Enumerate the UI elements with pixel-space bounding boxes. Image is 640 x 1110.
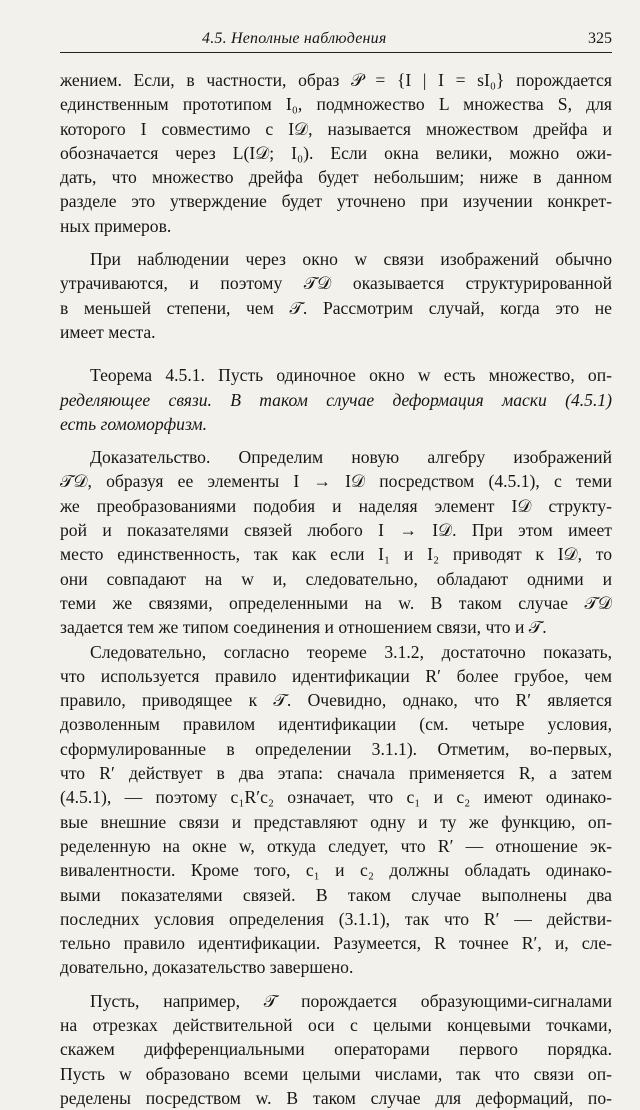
proof-line: задается тем же типом соединения и отношением связи, что и 𝒯. <box>60 617 547 638</box>
proof-line: 𝒯𝒟, образуя ее элементы I → I𝒟 посредством (4.5.1), с теми <box>60 471 612 492</box>
text-line: дозволенным правилом идентификации (см. четыре условия, <box>60 714 612 735</box>
text-line: вивалентности. Кроме того, c₁ и c₂ должны обладать одинако- <box>60 860 612 881</box>
text-line: разделе это утверждение будет уточнено при изучении конкрет- <box>60 191 612 212</box>
text-line: довательно, доказательство завершено. <box>60 957 354 978</box>
text-line: Следовательно, согласно теореме 3.1.2, достаточно показать, <box>90 641 612 662</box>
proof-line: рой и показателями связей любого I → I𝒟. При этом имеет <box>60 520 612 541</box>
text-line: сформулированные в определении 3.1.1). Отметим, во-первых, <box>60 738 612 759</box>
text-line: правило, приводящее к 𝒯. Очевидно, однако, что R′ является <box>60 690 612 711</box>
text-line: которого I совместимо с I𝒟, называется множеством дрейфа и <box>60 118 612 139</box>
theorem-line: есть гомоморфизм. <box>60 413 208 434</box>
page-number: 325 <box>588 30 612 47</box>
text-line: (4.5.1), — поэтому c₁R′c₂ означает, что c₁ и c₂ имеют одинако- <box>60 787 612 808</box>
text-line: Пусть, например, 𝒯 порождается образующими-сигналами <box>90 990 612 1011</box>
theorem-line: Теорема 4.5.1. Пусть одиночное окно w есть множество, оп- <box>90 365 612 386</box>
text-line: Пусть w образовано всеми целыми числами, так что связи оп- <box>60 1063 612 1084</box>
text-line: ределенную на окне w, откуда следует, что R′ — отношение эк- <box>60 835 612 856</box>
text-line: обозначается через L(I𝒟; I₀). Если окна велики, можно ожи- <box>60 142 612 163</box>
text-line: единственным прототипом I₀, подмножество L множества S, для <box>60 94 612 115</box>
proof-line: же преобразованиями подобия и наделяя элемент I𝒟 структу- <box>60 495 612 516</box>
proof-line: Доказательство. Определим новую алгебру изображений <box>90 447 612 468</box>
text-line: утрачиваются, и поэтому 𝒯𝒟 оказывается структурированной <box>60 273 612 294</box>
page-body <box>60 68 612 1110</box>
text-line: что используется правило идентификации R′ более грубое, чем <box>60 665 612 686</box>
text-line: имеет места. <box>60 321 156 342</box>
text-line: жением. Если, в частности, образ 𝒫 = {I | I = sI₀} порождается <box>60 70 612 90</box>
text-line: что R′ действует в два этапа: сначала применяется R, а затем <box>60 763 612 784</box>
running-header <box>60 28 612 53</box>
proof-line: место единственность, так как если I₁ и I₂ приводят к I𝒟, то <box>60 544 612 565</box>
text-line: выми показателями связей. В таком случае выполнены два <box>60 884 612 905</box>
theorem-line: ределяющее связи. В таком случае деформация маски (4.5.1) <box>60 389 612 410</box>
text-line: скажем дифференциальными операторами первого порядка. <box>60 1039 612 1060</box>
text-line: тельно правило идентификации. Разумеется, R точнее R′, и, сле- <box>60 933 612 954</box>
text-line: ных примеров. <box>60 215 172 236</box>
text-line: в меньшей степени, чем 𝒯. Рассмотрим случай, когда это не <box>60 297 612 318</box>
text-line: на отрезках действительной оси с целыми концевыми точками, <box>60 1014 612 1035</box>
text-line: вые внешние связи и представляют одну и ту же функцию, оп- <box>60 811 612 832</box>
text-line: последних условия определения (3.1.1), так что R′ — действи- <box>60 908 612 929</box>
proof-line: теми же связями, определенными на w. В таком случае 𝒯𝒟 <box>60 592 612 613</box>
running-title: 4.5. Неполные наблюдения <box>202 30 387 47</box>
text-line: При наблюдении через окно w связи изображений обычно <box>90 249 612 270</box>
text-line: дать, что множество дрейфа будет небольшим; ниже в данном <box>60 167 612 188</box>
text-line: ределены посредством w. В таком случае для деформаций, по- <box>60 1087 612 1108</box>
proof-line: они совпадают на w и, следовательно, обладают одними и <box>60 568 612 589</box>
